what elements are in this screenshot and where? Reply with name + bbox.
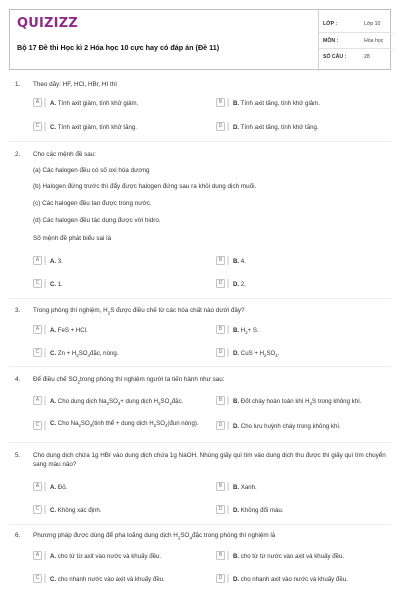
option-letter: B [216, 98, 225, 107]
option-letter: A [33, 325, 42, 334]
question-text: Theo dãy: HF, HCl, HBr, HI thì [33, 81, 117, 88]
meta-row-class [319, 16, 393, 32]
option-key: C. [50, 506, 57, 514]
option-text: cho nhanh nước vào axit và khuấy đều. [56, 575, 165, 583]
option-key: A. [50, 326, 57, 334]
meta-value: Hóa học [364, 38, 384, 44]
option-key: B. [233, 99, 240, 107]
option-key: D. [233, 123, 240, 131]
option-text: Tính axit giảm, tính khử tăng. [56, 123, 137, 131]
option-letter: D [216, 122, 225, 131]
option-letter: B [216, 256, 225, 265]
option-text: 4. [239, 257, 246, 265]
option-letter: A [33, 482, 42, 491]
option-key: B. [233, 257, 240, 265]
divider [9, 298, 391, 299]
option-text: cho từ từ axit vào nước và khuấy đều. [56, 552, 162, 560]
option-letter: C [33, 421, 42, 430]
option-key: A. [50, 257, 57, 265]
divider [9, 141, 391, 142]
option-text: 2. [239, 280, 246, 288]
option-letter: C [33, 279, 42, 288]
divider [9, 366, 391, 367]
meta-label: MÔN : [323, 38, 339, 44]
option-letter: B [216, 482, 225, 491]
option-text: Tính axit giảm, tính khử giảm. [56, 99, 139, 107]
option-key: A. [50, 397, 57, 405]
option-key: C. [50, 349, 57, 357]
divider [9, 442, 391, 443]
option-text: 1. [56, 280, 63, 288]
option-key: A. [50, 552, 57, 560]
question-text: Cho dung dịch chứa 1g HBr vào dung dịch chứa 1g NaOH. Nhúng giấy quì tím vào dung dịch thu được thì giấy quì tím chuyển sang màu nào? [33, 452, 386, 468]
question-number: 5. [15, 452, 21, 459]
question-number: 4. [15, 376, 21, 383]
option-letter: D [216, 421, 225, 430]
option-key: D. [233, 349, 240, 357]
option-letter: A [33, 256, 42, 265]
option-text: FeS + HCl. [56, 326, 88, 334]
option-letter: C [33, 122, 42, 131]
option-text: Tính axit tăng, tính khử tăng. [239, 123, 319, 131]
option-key: B. [233, 483, 240, 491]
option-letter: A [33, 396, 42, 405]
option-text: Đỏ. [56, 483, 68, 491]
divider [9, 524, 391, 525]
option-key: D. [233, 422, 240, 430]
question-number: 1. [15, 81, 21, 88]
option-letter: A [33, 551, 42, 560]
option-letter: D [216, 348, 225, 357]
option-key: D. [233, 280, 240, 288]
option-text: 3. [56, 257, 63, 265]
option-text: Xanh. [239, 483, 257, 491]
meta-label: LỚP : [323, 21, 338, 27]
question-number: 2. [15, 151, 21, 158]
option-text: cho nhanh axit vào nước và khuấy đều. [239, 575, 348, 583]
statement: Số mệnh đề phát biểu sai là [33, 235, 112, 242]
worksheet-title: Bộ 17 Đề thi Học kì 2 Hóa học 10 cực hay có đáp án (Đề 11) [17, 43, 220, 52]
option-key: C. [50, 123, 57, 131]
statement: (a) Các halogen đều có số oxi hóa dương [33, 167, 150, 174]
option-text: Không xác định. [56, 506, 102, 514]
meta-row-count [319, 48, 393, 64]
option-text: Tính axit tăng, tính khử giảm. [239, 99, 320, 107]
option-key: C. [50, 575, 57, 583]
meta-panel [318, 10, 392, 71]
option-key: C. [50, 420, 57, 427]
question-number: 6. [15, 532, 21, 539]
option-text: Cho lưu huỳnh cháy trong không khí. [239, 422, 341, 430]
option-text: cho từ từ nước vào axit và khuấy đều. [239, 552, 345, 560]
question-text: Để điều chế $SO_2trong$ phòng thí nghiệm người ta tiến hành như sau: [33, 376, 225, 385]
quizizz-logo: QUIZIZZ [17, 16, 78, 31]
option-key: C. [50, 280, 57, 288]
option-key: A. [50, 99, 57, 107]
option-letter: B [216, 551, 225, 560]
option-letter: C [33, 348, 42, 357]
option-letter: C [33, 505, 42, 514]
question-text: Cho các mệnh đề sau: [33, 151, 97, 158]
option-key: D. [233, 575, 240, 583]
option-letter: C [33, 574, 42, 583]
option-letter: B [216, 396, 225, 405]
meta-row-subject [319, 32, 393, 48]
option-letter: B [216, 325, 225, 334]
meta-value: Lớp 10 [364, 21, 381, 27]
option-letter: D [216, 505, 225, 514]
statement: (b) Halogen đứng trước thì đẩy được halogen đứng sau ra khỏi dung dịch muối. [33, 183, 257, 190]
option-letter: D [216, 279, 225, 288]
meta-label: SỐ CÂU : [323, 54, 347, 60]
question-text: Phương pháp được dùng để pha loãng dung dịch $H_2SO_4đặc$ trong phòng thí nghiệm là [33, 532, 276, 541]
question-text: Trong phòng thí nghiệm, $H_2S$ được điều chế từ các hóa chất nào dưới đây? [33, 307, 245, 316]
statement: (d) Các halogen đều tác dụng được với hidro. [33, 217, 161, 224]
option-letter: A [33, 98, 42, 107]
option-key: A. [50, 483, 57, 491]
worksheet-header [9, 9, 391, 70]
question-number: 3. [15, 307, 21, 314]
statement: (c) Các halogen đều tan được trong nước. [33, 200, 152, 207]
option-key: B. [233, 397, 240, 405]
option-key: B. [233, 552, 240, 560]
option-text: Không đổi màu. [239, 506, 284, 514]
option-key: B. [233, 326, 240, 334]
option-key: D. [233, 506, 240, 514]
option-letter: D [216, 574, 225, 583]
meta-value: 28 [364, 54, 370, 60]
